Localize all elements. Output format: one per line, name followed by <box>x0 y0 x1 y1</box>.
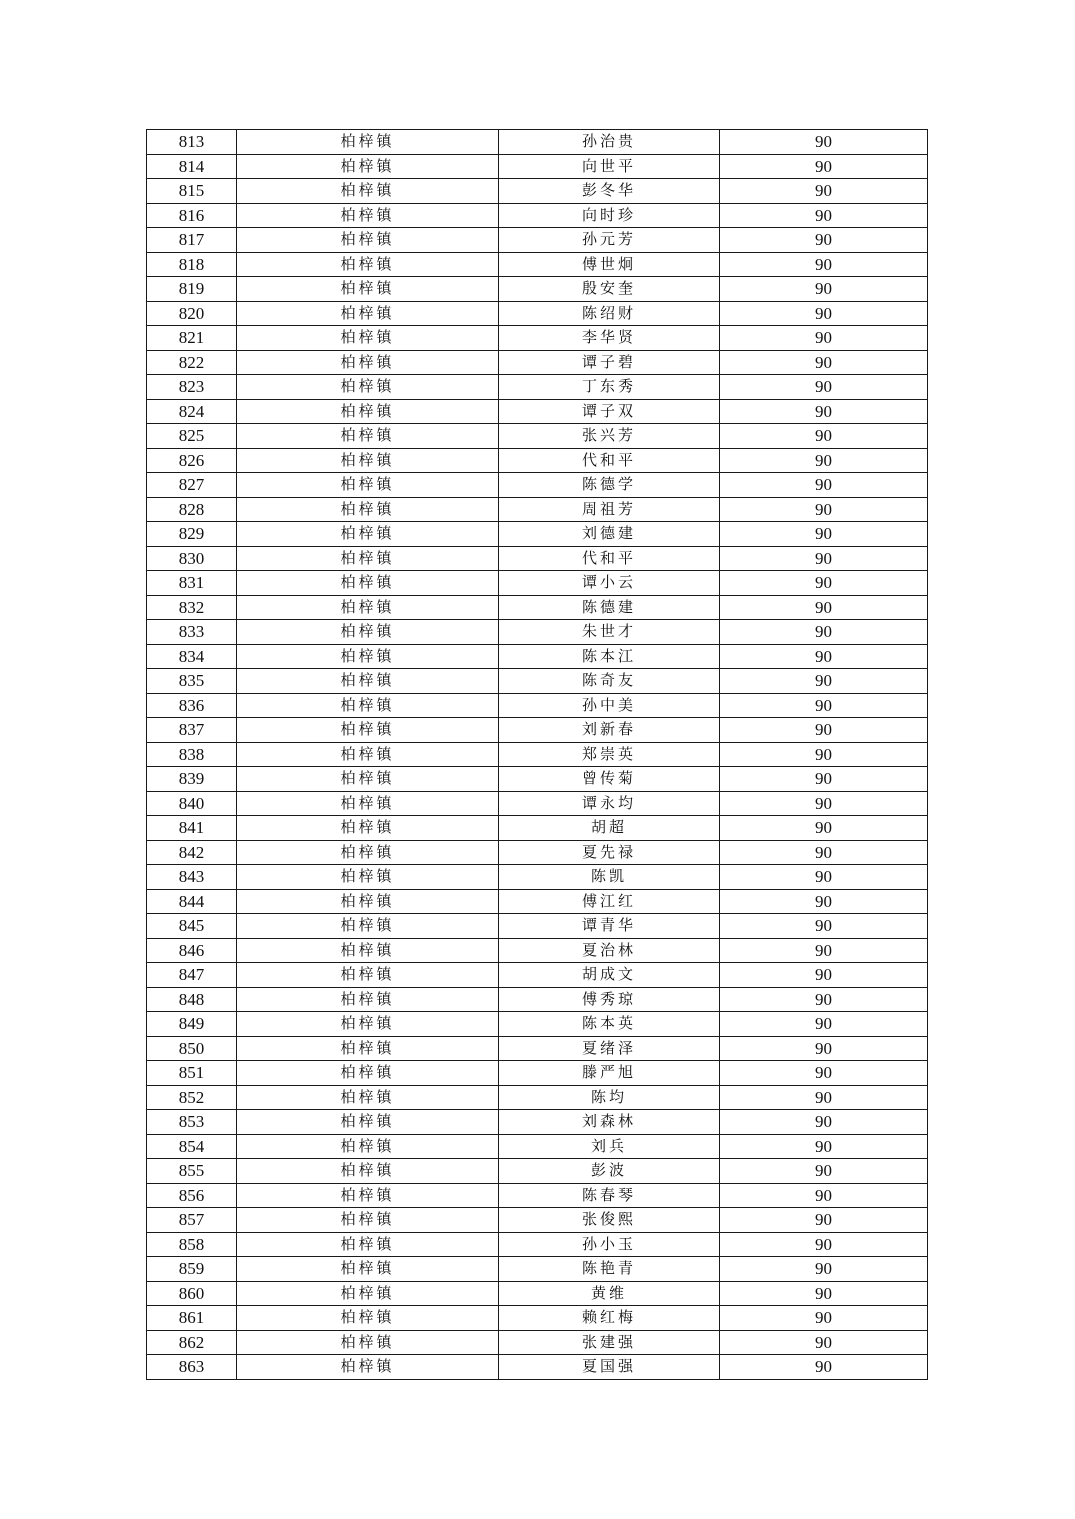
person-name-cell: 孙中美 <box>499 693 720 718</box>
table-row <box>147 179 928 204</box>
value-cell: 90 <box>720 375 928 400</box>
table-row <box>147 1306 928 1331</box>
town-cell: 柏梓镇 <box>237 644 499 669</box>
town-cell: 柏梓镇 <box>237 791 499 816</box>
town-cell: 柏梓镇 <box>237 693 499 718</box>
town-cell: 柏梓镇 <box>237 130 499 155</box>
row-number-cell: 847 <box>147 963 237 988</box>
table-row <box>147 620 928 645</box>
table-row <box>147 350 928 375</box>
table-row <box>147 522 928 547</box>
row-number-cell: 834 <box>147 644 237 669</box>
table-row <box>147 228 928 253</box>
row-number-cell: 825 <box>147 424 237 449</box>
value-cell: 90 <box>720 865 928 890</box>
town-cell: 柏梓镇 <box>237 963 499 988</box>
row-number-cell: 831 <box>147 571 237 596</box>
table-row <box>147 1257 928 1282</box>
person-name-cell: 孙治贵 <box>499 130 720 155</box>
value-cell: 90 <box>720 179 928 204</box>
town-cell: 柏梓镇 <box>237 889 499 914</box>
person-name-cell: 李华贤 <box>499 326 720 351</box>
value-cell: 90 <box>720 595 928 620</box>
table-row <box>147 571 928 596</box>
table-row <box>147 791 928 816</box>
value-cell: 90 <box>720 669 928 694</box>
town-cell: 柏梓镇 <box>237 620 499 645</box>
person-name-cell: 谭青华 <box>499 914 720 939</box>
row-number-cell: 858 <box>147 1232 237 1257</box>
row-number-cell: 821 <box>147 326 237 351</box>
row-number-cell: 829 <box>147 522 237 547</box>
person-name-cell: 赖红梅 <box>499 1306 720 1331</box>
table-row <box>147 1061 928 1086</box>
person-name-cell: 张兴芳 <box>499 424 720 449</box>
row-number-cell: 861 <box>147 1306 237 1331</box>
value-cell: 90 <box>720 448 928 473</box>
table-row <box>147 1330 928 1355</box>
row-number-cell: 845 <box>147 914 237 939</box>
row-number-cell: 856 <box>147 1183 237 1208</box>
data-table <box>146 129 928 1380</box>
person-name-cell: 夏治林 <box>499 938 720 963</box>
person-name-cell: 向世平 <box>499 154 720 179</box>
row-number-cell: 840 <box>147 791 237 816</box>
row-number-cell: 828 <box>147 497 237 522</box>
value-cell: 90 <box>720 497 928 522</box>
table-row <box>147 865 928 890</box>
row-number-cell: 832 <box>147 595 237 620</box>
table-row <box>147 1281 928 1306</box>
table-row <box>147 154 928 179</box>
town-cell: 柏梓镇 <box>237 1134 499 1159</box>
table-row <box>147 963 928 988</box>
row-number-cell: 838 <box>147 742 237 767</box>
row-number-cell: 814 <box>147 154 237 179</box>
table-row <box>147 473 928 498</box>
town-cell: 柏梓镇 <box>237 718 499 743</box>
value-cell: 90 <box>720 546 928 571</box>
value-cell: 90 <box>720 252 928 277</box>
town-cell: 柏梓镇 <box>237 448 499 473</box>
table-row <box>147 1232 928 1257</box>
person-name-cell: 张建强 <box>499 1330 720 1355</box>
person-name-cell: 郑崇英 <box>499 742 720 767</box>
table-row <box>147 987 928 1012</box>
row-number-cell: 842 <box>147 840 237 865</box>
value-cell: 90 <box>720 301 928 326</box>
value-cell: 90 <box>720 620 928 645</box>
table-row <box>147 301 928 326</box>
town-cell: 柏梓镇 <box>237 301 499 326</box>
town-cell: 柏梓镇 <box>237 228 499 253</box>
person-name-cell: 彭波 <box>499 1159 720 1184</box>
person-name-cell: 胡超 <box>499 816 720 841</box>
row-number-cell: 837 <box>147 718 237 743</box>
value-cell: 90 <box>720 1159 928 1184</box>
value-cell: 90 <box>720 644 928 669</box>
person-name-cell: 刘德建 <box>499 522 720 547</box>
table-body <box>147 130 928 1380</box>
value-cell: 90 <box>720 277 928 302</box>
value-cell: 90 <box>720 938 928 963</box>
town-cell: 柏梓镇 <box>237 1012 499 1037</box>
town-cell: 柏梓镇 <box>237 938 499 963</box>
table-row <box>147 595 928 620</box>
town-cell: 柏梓镇 <box>237 1061 499 1086</box>
value-cell: 90 <box>720 424 928 449</box>
row-number-cell: 827 <box>147 473 237 498</box>
value-cell: 90 <box>720 742 928 767</box>
town-cell: 柏梓镇 <box>237 1159 499 1184</box>
table-row <box>147 203 928 228</box>
town-cell: 柏梓镇 <box>237 767 499 792</box>
row-number-cell: 813 <box>147 130 237 155</box>
town-cell: 柏梓镇 <box>237 399 499 424</box>
row-number-cell: 836 <box>147 693 237 718</box>
town-cell: 柏梓镇 <box>237 326 499 351</box>
table-row <box>147 816 928 841</box>
value-cell: 90 <box>720 203 928 228</box>
town-cell: 柏梓镇 <box>237 571 499 596</box>
row-number-cell: 857 <box>147 1208 237 1233</box>
person-name-cell: 傅江红 <box>499 889 720 914</box>
person-name-cell: 陈绍财 <box>499 301 720 326</box>
town-cell: 柏梓镇 <box>237 522 499 547</box>
value-cell: 90 <box>720 399 928 424</box>
table-row <box>147 742 928 767</box>
table-row <box>147 1110 928 1135</box>
row-number-cell: 859 <box>147 1257 237 1282</box>
town-cell: 柏梓镇 <box>237 203 499 228</box>
table-row <box>147 424 928 449</box>
town-cell: 柏梓镇 <box>237 424 499 449</box>
table-row <box>147 669 928 694</box>
town-cell: 柏梓镇 <box>237 546 499 571</box>
person-name-cell: 陈均 <box>499 1085 720 1110</box>
value-cell: 90 <box>720 693 928 718</box>
town-cell: 柏梓镇 <box>237 1330 499 1355</box>
value-cell: 90 <box>720 1085 928 1110</box>
row-number-cell: 820 <box>147 301 237 326</box>
table-row <box>147 252 928 277</box>
person-name-cell: 孙小玉 <box>499 1232 720 1257</box>
value-cell: 90 <box>720 840 928 865</box>
town-cell: 柏梓镇 <box>237 350 499 375</box>
person-name-cell: 曾传菊 <box>499 767 720 792</box>
town-cell: 柏梓镇 <box>237 914 499 939</box>
table-row <box>147 1036 928 1061</box>
person-name-cell: 代和平 <box>499 448 720 473</box>
table-row <box>147 840 928 865</box>
town-cell: 柏梓镇 <box>237 840 499 865</box>
town-cell: 柏梓镇 <box>237 473 499 498</box>
row-number-cell: 816 <box>147 203 237 228</box>
table-row <box>147 130 928 155</box>
row-number-cell: 839 <box>147 767 237 792</box>
person-name-cell: 孙元芳 <box>499 228 720 253</box>
town-cell: 柏梓镇 <box>237 742 499 767</box>
table-row <box>147 1183 928 1208</box>
row-number-cell: 826 <box>147 448 237 473</box>
person-name-cell: 丁东秀 <box>499 375 720 400</box>
person-name-cell: 夏绪泽 <box>499 1036 720 1061</box>
town-cell: 柏梓镇 <box>237 1110 499 1135</box>
town-cell: 柏梓镇 <box>237 1257 499 1282</box>
person-name-cell: 谭小云 <box>499 571 720 596</box>
row-number-cell: 844 <box>147 889 237 914</box>
table-row <box>147 448 928 473</box>
table-row <box>147 375 928 400</box>
value-cell: 90 <box>720 1061 928 1086</box>
person-name-cell: 代和平 <box>499 546 720 571</box>
row-number-cell: 817 <box>147 228 237 253</box>
value-cell: 90 <box>720 1257 928 1282</box>
town-cell: 柏梓镇 <box>237 1085 499 1110</box>
person-name-cell: 夏国强 <box>499 1355 720 1380</box>
person-name-cell: 谭子碧 <box>499 350 720 375</box>
person-name-cell: 殷安奎 <box>499 277 720 302</box>
person-name-cell: 陈奇友 <box>499 669 720 694</box>
town-cell: 柏梓镇 <box>237 669 499 694</box>
person-name-cell: 陈德建 <box>499 595 720 620</box>
value-cell: 90 <box>720 1208 928 1233</box>
town-cell: 柏梓镇 <box>237 179 499 204</box>
town-cell: 柏梓镇 <box>237 865 499 890</box>
table-row <box>147 399 928 424</box>
value-cell: 90 <box>720 1110 928 1135</box>
row-number-cell: 849 <box>147 1012 237 1037</box>
value-cell: 90 <box>720 522 928 547</box>
person-name-cell: 陈本英 <box>499 1012 720 1037</box>
row-number-cell: 843 <box>147 865 237 890</box>
row-number-cell: 850 <box>147 1036 237 1061</box>
table-row <box>147 718 928 743</box>
row-number-cell: 823 <box>147 375 237 400</box>
value-cell: 90 <box>720 914 928 939</box>
town-cell: 柏梓镇 <box>237 1036 499 1061</box>
town-cell: 柏梓镇 <box>237 497 499 522</box>
row-number-cell: 833 <box>147 620 237 645</box>
row-number-cell: 846 <box>147 938 237 963</box>
town-cell: 柏梓镇 <box>237 154 499 179</box>
person-name-cell: 傅世炯 <box>499 252 720 277</box>
value-cell: 90 <box>720 767 928 792</box>
table-row <box>147 497 928 522</box>
value-cell: 90 <box>720 987 928 1012</box>
person-name-cell: 张俊熙 <box>499 1208 720 1233</box>
value-cell: 90 <box>720 1134 928 1159</box>
row-number-cell: 863 <box>147 1355 237 1380</box>
person-name-cell: 彭冬华 <box>499 179 720 204</box>
person-name-cell: 陈艳青 <box>499 1257 720 1282</box>
value-cell: 90 <box>720 1330 928 1355</box>
row-number-cell: 822 <box>147 350 237 375</box>
table-row <box>147 1355 928 1380</box>
table-row <box>147 1208 928 1233</box>
person-name-cell: 滕严旭 <box>499 1061 720 1086</box>
row-number-cell: 860 <box>147 1281 237 1306</box>
row-number-cell: 835 <box>147 669 237 694</box>
table-row <box>147 938 928 963</box>
person-name-cell: 陈本江 <box>499 644 720 669</box>
person-name-cell: 向时珍 <box>499 203 720 228</box>
row-number-cell: 851 <box>147 1061 237 1086</box>
town-cell: 柏梓镇 <box>237 277 499 302</box>
town-cell: 柏梓镇 <box>237 1355 499 1380</box>
value-cell: 90 <box>720 350 928 375</box>
value-cell: 90 <box>720 963 928 988</box>
person-name-cell: 谭子双 <box>499 399 720 424</box>
table-row <box>147 1134 928 1159</box>
person-name-cell: 刘兵 <box>499 1134 720 1159</box>
value-cell: 90 <box>720 889 928 914</box>
row-number-cell: 815 <box>147 179 237 204</box>
value-cell: 90 <box>720 791 928 816</box>
town-cell: 柏梓镇 <box>237 1232 499 1257</box>
value-cell: 90 <box>720 718 928 743</box>
person-name-cell: 刘新春 <box>499 718 720 743</box>
person-name-cell: 谭永均 <box>499 791 720 816</box>
row-number-cell: 854 <box>147 1134 237 1159</box>
row-number-cell: 862 <box>147 1330 237 1355</box>
value-cell: 90 <box>720 1036 928 1061</box>
person-name-cell: 夏先禄 <box>499 840 720 865</box>
person-name-cell: 黄维 <box>499 1281 720 1306</box>
row-number-cell: 819 <box>147 277 237 302</box>
value-cell: 90 <box>720 228 928 253</box>
value-cell: 90 <box>720 1281 928 1306</box>
person-name-cell: 陈凯 <box>499 865 720 890</box>
table-row <box>147 1159 928 1184</box>
person-name-cell: 胡成文 <box>499 963 720 988</box>
town-cell: 柏梓镇 <box>237 1306 499 1331</box>
table-row <box>147 277 928 302</box>
town-cell: 柏梓镇 <box>237 252 499 277</box>
table-row <box>147 914 928 939</box>
value-cell: 90 <box>720 130 928 155</box>
row-number-cell: 852 <box>147 1085 237 1110</box>
value-cell: 90 <box>720 326 928 351</box>
town-cell: 柏梓镇 <box>237 375 499 400</box>
row-number-cell: 818 <box>147 252 237 277</box>
table-row <box>147 1085 928 1110</box>
row-number-cell: 830 <box>147 546 237 571</box>
value-cell: 90 <box>720 1306 928 1331</box>
row-number-cell: 824 <box>147 399 237 424</box>
value-cell: 90 <box>720 473 928 498</box>
row-number-cell: 848 <box>147 987 237 1012</box>
town-cell: 柏梓镇 <box>237 1281 499 1306</box>
value-cell: 90 <box>720 816 928 841</box>
town-cell: 柏梓镇 <box>237 816 499 841</box>
table-row <box>147 693 928 718</box>
value-cell: 90 <box>720 571 928 596</box>
table-row <box>147 644 928 669</box>
person-name-cell: 周祖芳 <box>499 497 720 522</box>
town-cell: 柏梓镇 <box>237 987 499 1012</box>
value-cell: 90 <box>720 1183 928 1208</box>
town-cell: 柏梓镇 <box>237 595 499 620</box>
value-cell: 90 <box>720 1012 928 1037</box>
town-cell: 柏梓镇 <box>237 1183 499 1208</box>
table-row <box>147 546 928 571</box>
town-cell: 柏梓镇 <box>237 1208 499 1233</box>
person-name-cell: 傅秀琼 <box>499 987 720 1012</box>
row-number-cell: 855 <box>147 1159 237 1184</box>
value-cell: 90 <box>720 1355 928 1380</box>
person-name-cell: 陈春琴 <box>499 1183 720 1208</box>
value-cell: 90 <box>720 154 928 179</box>
person-name-cell: 朱世才 <box>499 620 720 645</box>
row-number-cell: 853 <box>147 1110 237 1135</box>
value-cell: 90 <box>720 1232 928 1257</box>
table-row <box>147 1012 928 1037</box>
table-row <box>147 767 928 792</box>
table-row <box>147 326 928 351</box>
person-name-cell: 陈德学 <box>499 473 720 498</box>
row-number-cell: 841 <box>147 816 237 841</box>
table-row <box>147 889 928 914</box>
person-name-cell: 刘森林 <box>499 1110 720 1135</box>
